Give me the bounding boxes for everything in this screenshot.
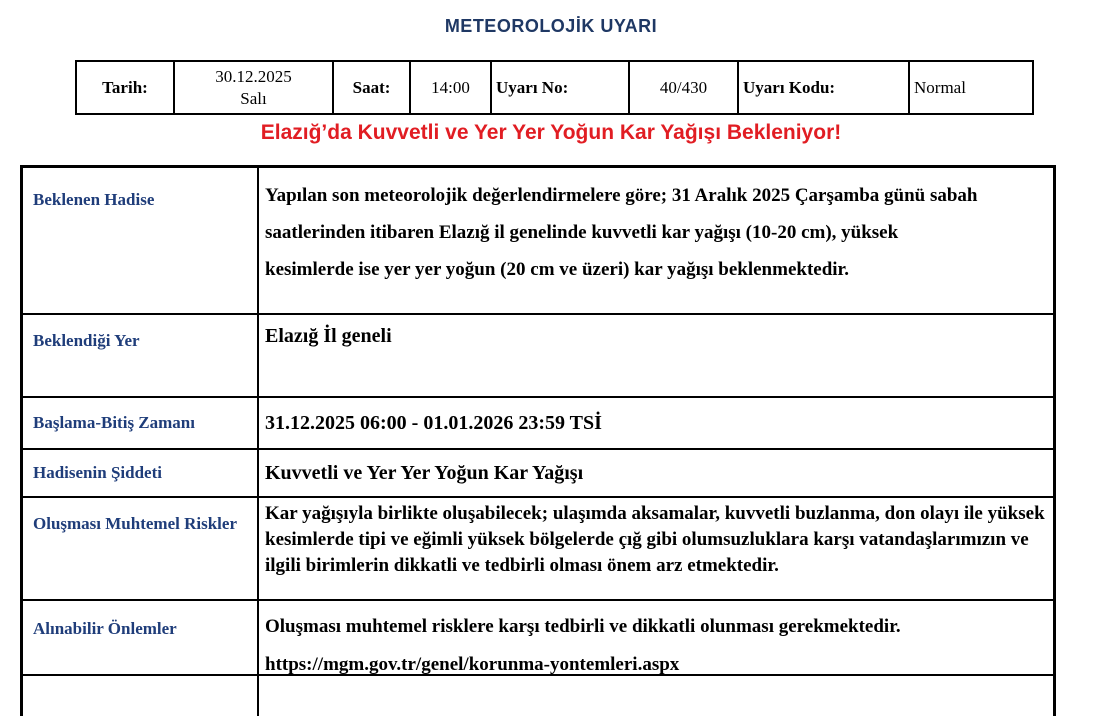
warning-details-table <box>20 165 1056 716</box>
warning-no-value: 40/430 <box>629 61 738 114</box>
warning-headline: Elazığ’da Kuvvetli ve Yer Yer Yoğun Kar Yağışı Bekleniyor! <box>260 121 842 144</box>
row-content <box>259 601 1053 674</box>
row-label: Beklenen Hadise <box>23 168 259 313</box>
warning-code-value: Normal <box>909 61 1033 114</box>
date-value-day: Salı <box>240 88 267 108</box>
row-content: Elazığ İl geneli <box>265 325 392 347</box>
row-content: 31.12.2025 06:00 - 01.01.2026 23:59 TSİ <box>265 411 602 434</box>
row-label: Alınabilir Önlemler <box>23 601 259 674</box>
table-row-expected-location <box>23 315 1053 398</box>
precautions-text: Oluşması muhtemel risklere karşı tedbirli ve dikkatli olunması gerekmektedir. <box>265 616 901 637</box>
row-content: Kar yağışıyla birlikte oluşabilecek; ulaşımda aksamalar, kuvvetli buzlanma, don olayı ile yüksek kesimlerde tipi ve eğimli yüksek bölgelerde çığ gibi olumsuzluklara karşı vatandaşlarımızın ve ilgili birimlerin dikkatli ve tedbirli olması önem arz etmektedir. <box>265 503 1045 576</box>
table-row-partial <box>23 676 1053 716</box>
precautions-url: https://mgm.gov.tr/genel/korunma-yontemleri.aspx <box>265 654 680 675</box>
row-label: Beklendiği Yer <box>23 315 259 396</box>
time-label: Saat: <box>333 61 410 114</box>
date-value-date: 30.12.2025 <box>215 66 292 86</box>
table-row-event-severity <box>23 450 1053 498</box>
row-label <box>23 676 259 716</box>
date-value <box>174 61 333 114</box>
row-label: Başlama-Bitiş Zamanı <box>23 398 259 448</box>
warning-no-label: Uyarı No: <box>491 61 629 114</box>
row-label: Oluşması Muhtemel Riskler <box>23 498 259 599</box>
row-label: Hadisenin Şiddeti <box>23 450 259 496</box>
table-row-expected-event <box>23 168 1053 315</box>
table-row-possible-risks <box>23 498 1053 601</box>
time-value: 14:00 <box>410 61 491 114</box>
warning-meta-table <box>75 60 1034 115</box>
table-row-start-end-time <box>23 398 1053 450</box>
page-title: METEOROLOJİK UYARI <box>444 16 658 36</box>
table-row-precautions <box>23 601 1053 676</box>
row-content <box>259 676 1053 716</box>
row-content: Yapılan son meteorolojik değerlendirmelere göre; 31 Aralık 2025 Çarşamba günü sabah saatlerinden itibaren Elazığ il genelinde kuvvetli kar yağışı (10-20 cm), yüksek kesimlerde ise yer yer yoğun (20 cm ve üzeri) kar yağışı beklenmektedir. <box>265 185 978 280</box>
date-label: Tarih: <box>76 61 174 114</box>
warning-code-label: Uyarı Kodu: <box>738 61 909 114</box>
row-content: Kuvvetli ve Yer Yer Yoğun Kar Yağışı <box>265 461 584 484</box>
